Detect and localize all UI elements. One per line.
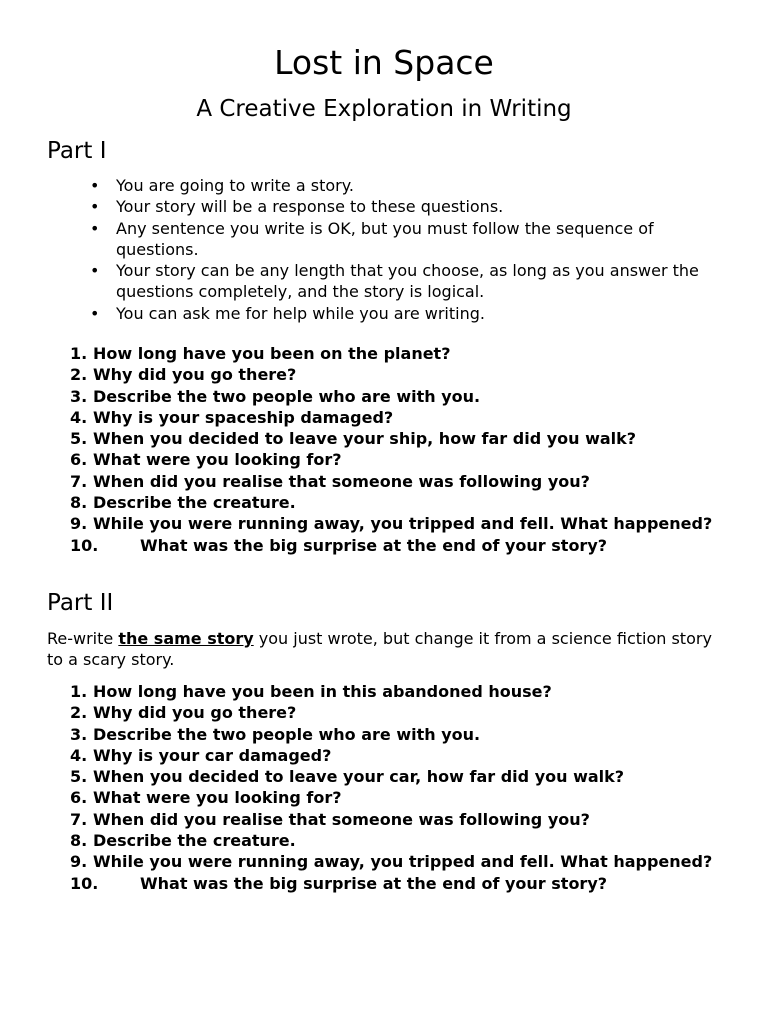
question-number: 8. bbox=[70, 493, 88, 513]
question-text: Why is your car damaged? bbox=[93, 745, 332, 765]
question-item bbox=[70, 492, 720, 513]
part-2-instructions bbox=[47, 628, 727, 671]
instruction-text: Any sentence you write is OK, but you must follow the sequence of questions. bbox=[116, 218, 654, 259]
question-text: When you decided to leave your car, how far did you walk? bbox=[93, 767, 625, 787]
part-1-heading: Part I bbox=[47, 138, 107, 164]
question-text: What was the big surprise at the end of your story? bbox=[140, 535, 608, 555]
question-number: 7. bbox=[70, 471, 88, 491]
part-2-questions bbox=[70, 681, 720, 894]
question-text: When did you realise that someone was following you? bbox=[93, 471, 590, 491]
question-number: 8. bbox=[70, 831, 88, 851]
instruction-text: You can ask me for help while you are writing. bbox=[116, 303, 485, 323]
instruction-item bbox=[90, 303, 710, 324]
question-text: When you decided to leave your ship, how far did you walk? bbox=[93, 429, 637, 449]
bullet-icon: • bbox=[90, 218, 100, 238]
instructions-list bbox=[90, 175, 710, 324]
question-item bbox=[70, 428, 720, 449]
question-number: 3. bbox=[70, 724, 88, 744]
question-text: Describe the creature. bbox=[93, 831, 296, 851]
part-2-heading: Part II bbox=[47, 590, 114, 616]
intro-emphasis: the same story bbox=[118, 629, 254, 648]
question-text: What were you looking for? bbox=[93, 788, 342, 808]
question-item bbox=[70, 787, 720, 808]
question-number: 10. bbox=[70, 873, 99, 893]
question-number: 3. bbox=[70, 386, 88, 406]
question-item bbox=[70, 449, 720, 470]
question-item bbox=[70, 471, 720, 492]
question-number: 1. bbox=[70, 682, 88, 701]
question-item bbox=[70, 702, 720, 723]
question-number: 1. bbox=[70, 344, 88, 363]
question-item bbox=[70, 364, 720, 385]
bullet-icon: • bbox=[90, 197, 100, 217]
instruction-text: Your story can be any length that you choose, as long as you answer the questions completely, and the story is logical. bbox=[116, 261, 699, 302]
question-number: 6. bbox=[70, 450, 88, 470]
question-number: 5. bbox=[70, 767, 88, 787]
question-number: 6. bbox=[70, 788, 88, 808]
question-text: Describe the two people who are with you. bbox=[93, 724, 481, 744]
question-number: 7. bbox=[70, 809, 88, 829]
question-item bbox=[70, 809, 720, 830]
question-text: Describe the creature. bbox=[93, 493, 296, 513]
question-text: Why did you go there? bbox=[93, 365, 297, 385]
question-number: 5. bbox=[70, 429, 88, 449]
question-number: 2. bbox=[70, 703, 88, 723]
question-number: 9. bbox=[70, 852, 88, 872]
question-text: When did you realise that someone was following you? bbox=[93, 809, 590, 829]
intro-text-before: Re-write bbox=[47, 629, 119, 648]
part-1-questions bbox=[70, 343, 720, 556]
instruction-item bbox=[90, 175, 710, 196]
question-number: 9. bbox=[70, 514, 88, 534]
intro-text-after: you just wrote, but change it from a science fiction story to a scary story. bbox=[47, 629, 712, 670]
instruction-item bbox=[90, 196, 710, 217]
instruction-text: You are going to write a story. bbox=[116, 176, 354, 195]
question-text: How long have you been on the planet? bbox=[93, 344, 451, 363]
question-item bbox=[70, 386, 720, 407]
question-text: What was the big surprise at the end of your story? bbox=[140, 873, 608, 893]
question-item bbox=[70, 513, 720, 534]
instruction-item bbox=[90, 218, 710, 261]
question-text: Describe the two people who are with you. bbox=[93, 386, 481, 406]
question-item bbox=[70, 851, 720, 872]
document-title: Lost in Space bbox=[274, 43, 494, 82]
question-item bbox=[70, 766, 720, 787]
question-item bbox=[70, 535, 720, 556]
question-number: 10. bbox=[70, 535, 99, 555]
document-subtitle: A Creative Exploration in Writing bbox=[196, 96, 572, 122]
instruction-item bbox=[90, 260, 710, 303]
bullet-icon: • bbox=[90, 303, 100, 323]
question-text: Why is your spaceship damaged? bbox=[93, 407, 394, 427]
question-item bbox=[70, 681, 720, 702]
question-text: Why did you go there? bbox=[93, 703, 297, 723]
question-item bbox=[70, 745, 720, 766]
question-item bbox=[70, 407, 720, 428]
instruction-text: Your story will be a response to these questions. bbox=[116, 197, 504, 217]
question-number: 2. bbox=[70, 365, 88, 385]
bullet-icon: • bbox=[90, 261, 100, 281]
question-text: While you were running away, you tripped and fell. What happened? bbox=[93, 514, 713, 534]
bullet-icon: • bbox=[90, 176, 100, 195]
question-number: 4. bbox=[70, 407, 88, 427]
question-text: What were you looking for? bbox=[93, 450, 342, 470]
question-text: How long have you been in this abandoned house? bbox=[93, 682, 552, 701]
question-item bbox=[70, 873, 720, 894]
question-item bbox=[70, 343, 720, 364]
question-item bbox=[70, 724, 720, 745]
question-text: While you were running away, you tripped and fell. What happened? bbox=[93, 852, 713, 872]
question-number: 4. bbox=[70, 745, 88, 765]
question-item bbox=[70, 830, 720, 851]
